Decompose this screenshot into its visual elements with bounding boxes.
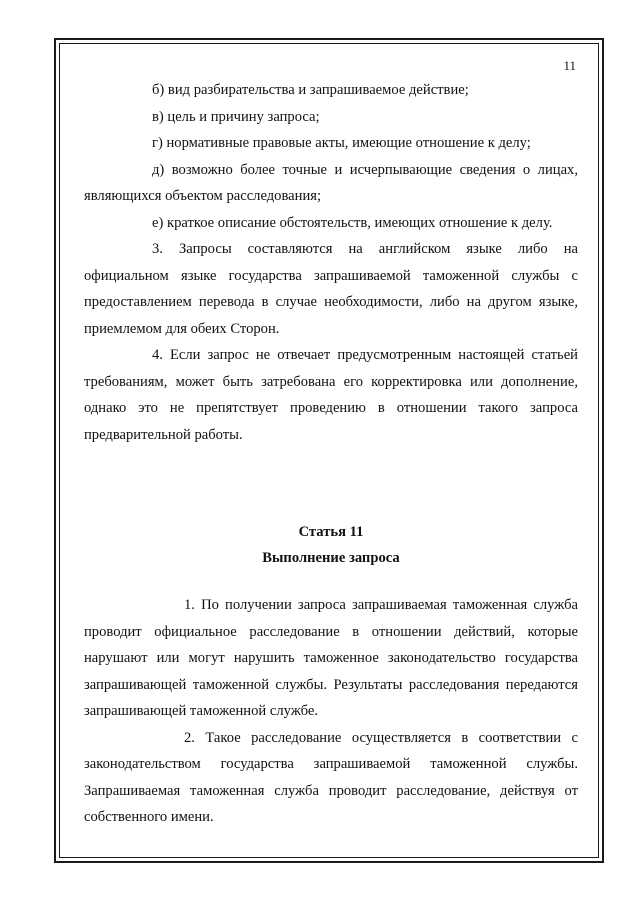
list-item-d: д) возможно более точные и исчерпывающие сведения о лицах, являющихся объектом расследования; xyxy=(84,161,578,204)
paragraph-2: 2. Такое расследование осуществляется в соответствии с законодательством государства запрашиваемой таможенной службы. Запрашиваемая таможенная служба проводит расследование, действуя от собственного имени. xyxy=(84,729,578,825)
article-number: Статья 11 xyxy=(298,524,364,540)
page-number: 11 xyxy=(563,58,576,73)
document-body-bottom xyxy=(84,592,578,831)
list-item-v: в) цель и причину запроса; xyxy=(152,108,320,125)
paragraph-1: 1. По получении запроса запрашиваемая таможенная служба проводит официальное расследование в отношении действий, которые нарушают или могут нарушить таможенное законодательство государства запрашивающей таможенной службы. Результаты расследования передаются запрашивающей таможенной службе. xyxy=(84,597,578,719)
article-title: Выполнение запроса xyxy=(262,550,400,566)
list-item-e: е) краткое описание обстоятельств, имеющих отношение к делу. xyxy=(152,214,553,231)
paragraph-3: 3. Запросы составляются на английском языке либо на официальном языке государства запрашиваемой таможенной службы с предоставлением перевода в случае необходимости, либо на другом языке, приемлемом для обеих Сторон. xyxy=(84,241,578,337)
list-item-b: б) вид разбирательства и запрашиваемое действие; xyxy=(152,82,469,98)
list-item-g: г) нормативные правовые акты, имеющие отношение к делу; xyxy=(152,135,531,151)
document-body-top xyxy=(84,77,578,448)
paragraph-4: 4. Если запрос не отвечает предусмотренным настоящей статьей требованиям, может быть затребована его корректировка или дополнение, однако это не препятствует проведению в отношении такого запроса предварительной работы. xyxy=(84,347,578,443)
